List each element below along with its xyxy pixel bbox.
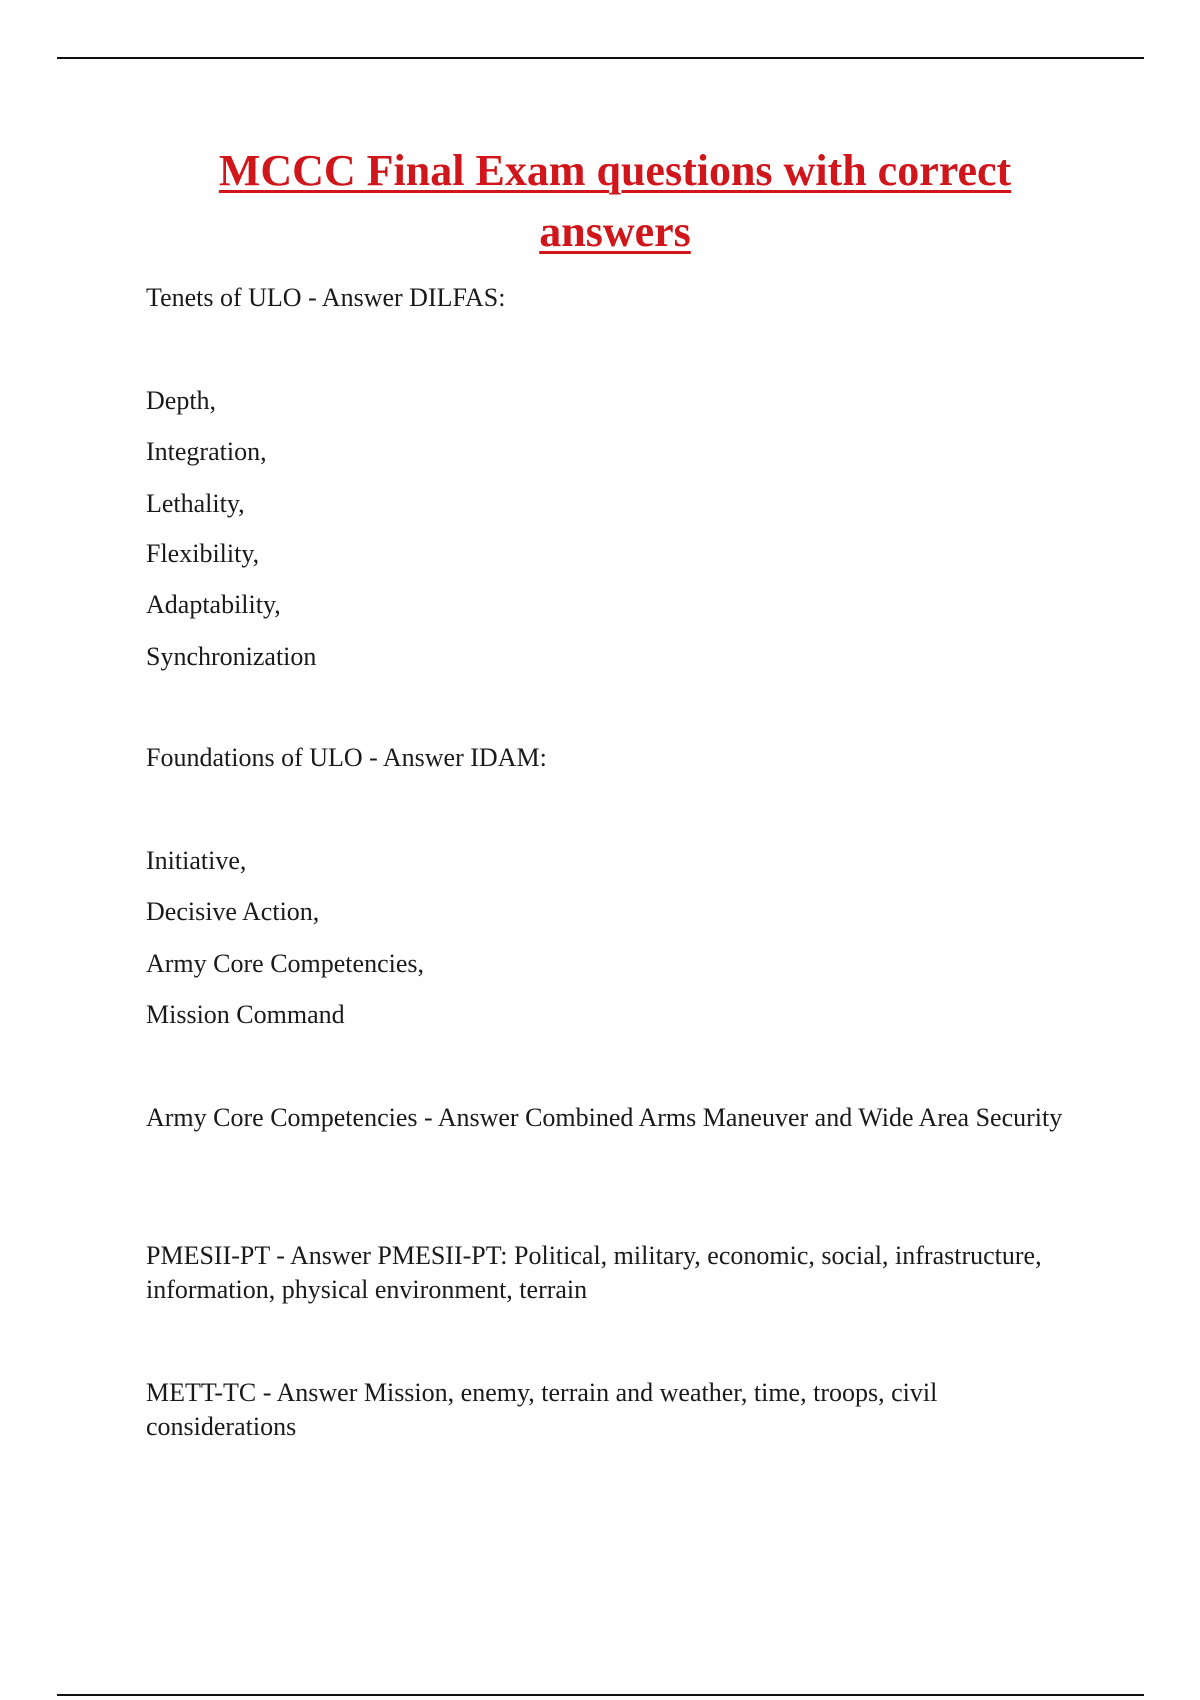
document-title: MCCC Final Exam questions with correct answers (218, 146, 1012, 256)
question-pmesii-pt: PMESII-PT - Answer PMESII-PT: Political, military, economic, social, infrastructure, information, physical environment, terrain (146, 1241, 1042, 1304)
answer-item: Army Core Competencies, (146, 949, 424, 978)
answer-item: Depth, (146, 386, 217, 415)
header-rule (57, 57, 1144, 59)
question-tenets-of-ulo: Tenets of ULO - Answer DILFAS: (146, 283, 506, 312)
footer-rule (57, 1694, 1144, 1696)
answer-item: Integration, (146, 437, 267, 466)
answer-item: Mission Command (146, 1000, 345, 1029)
answer-item: Synchronization (146, 642, 317, 671)
answer-item: Flexibility, (146, 539, 260, 568)
question-army-core-competencies: Army Core Competencies - Answer Combined Arms Maneuver and Wide Area Security (146, 1103, 1063, 1132)
answer-item: Initiative, (146, 846, 247, 875)
answer-item: Decisive Action, (146, 897, 320, 926)
answer-item: Lethality, (146, 489, 245, 518)
question-foundations-of-ulo: Foundations of ULO - Answer IDAM: (146, 743, 547, 772)
answer-item: Adaptability, (146, 590, 281, 619)
question-mett-tc: METT-TC - Answer Mission, enemy, terrain and weather, time, troops, civil considerations (146, 1378, 938, 1441)
